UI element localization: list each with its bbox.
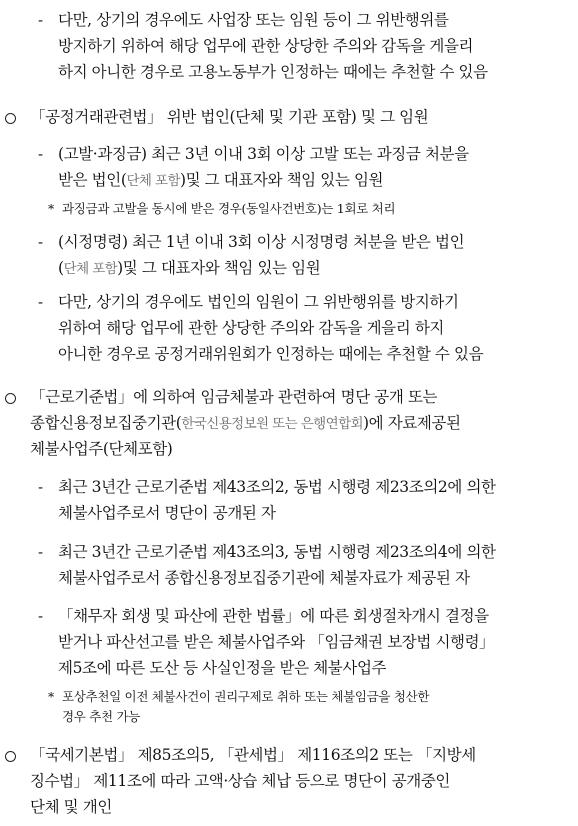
text-line: 받거나 파산선고를 받은 체불사업주와 「임금채권 보장법 시행령」: [58, 633, 495, 651]
text-line: 체불사업주로서 명단이 공개된 자: [58, 504, 276, 522]
text-segment: (: [58, 259, 64, 277]
text-segment: 종합신용정보집중기관(: [30, 414, 182, 432]
text-line: 체불사업주(단체포함): [30, 440, 173, 458]
text-line: 아니한 경우로 공정거래위원회가 인정하는 때에는 추천할 수 있음: [58, 345, 484, 363]
text-line: [30, 412, 461, 435]
text-segment: )및 그 대표자와 책임 있는 임원: [179, 171, 384, 189]
note-marker: *: [48, 201, 54, 216]
text-line: [58, 169, 383, 192]
gray-text-segment: 한국신용정보원 또는 은행연합회: [181, 416, 363, 432]
text-line: 제5조에 따른 도산 등 사실인정을 받은 체불사업주: [58, 659, 387, 677]
text-line: 하지 아니한 경우로 고용노동부가 인정하는 때에는 추천할 수 있음: [58, 63, 488, 81]
text-line: (고발·과징금) 최근 3년 이내 3회 이상 고발 또는 과징금 처분을: [58, 145, 469, 163]
dash-marker: -: [38, 11, 44, 29]
dash-marker: -: [38, 607, 44, 625]
text-segment: )및 그 대표자와 책임 있는 임원: [117, 259, 321, 277]
text-line: 단체 및 개인: [30, 798, 112, 816]
circle-bullet-icon: [5, 751, 16, 762]
note-text: 포상추천일 이전 체불사건이 권리구제로 취하 또는 체불임금을 청산한: [62, 689, 430, 704]
text-line: 다만, 상기의 경우에도 법인의 임원이 그 위반행위를 방지하기: [58, 293, 459, 311]
dash-marker: -: [38, 233, 44, 251]
text-line: 최근 3년간 근로기준법 제43조의2, 동법 시행령 제23조의2에 의한: [58, 478, 496, 496]
section-heading: 「공정거래관련법」 위반 법인(단체 및 기관 포함) 및 그 임원: [30, 108, 429, 126]
circle-bullet-icon: [5, 393, 16, 404]
note-text: 과징금과 고발을 동시에 받은 경우(동일사건번호)는 1회로 처리: [62, 201, 396, 216]
text-line: 징수법」 제11조에 따라 고액·상습 체납 등으로 명단이 공개중인: [30, 772, 450, 790]
text-line: 방지하기 위하여 해당 업무에 관한 상당한 주의와 감독을 게을리: [58, 37, 474, 55]
text-segment: 받은 법인(: [58, 171, 127, 189]
dash-marker: -: [38, 145, 44, 163]
text-line: 「채무자 회생 및 파산에 관한 법률」에 따른 회생절차개시 결정을: [58, 607, 489, 625]
text-line: 위하여 해당 업무에 관한 상당한 주의와 감독을 게을리 하지: [58, 319, 444, 337]
section-heading: 「근로기준법」에 의하여 임금체불과 관련하여 명단 공개 또는: [30, 388, 438, 406]
text-segment: )에 자료제공된: [362, 414, 461, 432]
text-line: 체불사업주로서 종합신용정보집중기관에 체불자료가 제공된 자: [58, 569, 470, 587]
section-heading: 「국세기본법」 제85조의5, 「관세법」 제116조의2 또는 「지방세: [30, 746, 476, 764]
circle-bullet-icon: [5, 113, 16, 124]
dash-marker: -: [38, 478, 44, 496]
text-line: 최근 3년간 근로기준법 제43조의3, 동법 시행령 제23조의4에 의한: [58, 543, 496, 561]
note-marker: *: [48, 689, 54, 704]
gray-text-segment: 단체 포함: [63, 261, 118, 277]
dash-marker: -: [38, 543, 44, 561]
dash-marker: -: [38, 293, 44, 311]
gray-text-segment: 단체 포함: [126, 173, 180, 189]
text-line: [58, 257, 320, 280]
note-text: 경우 추천 가능: [62, 709, 140, 724]
text-line: (시정명령) 최근 1년 이내 3회 이상 시정명령 처분을 받은 법인: [58, 233, 465, 251]
text-line: 다만, 상기의 경우에도 사업장 또는 임원 등이 그 위반행위를: [58, 11, 449, 29]
